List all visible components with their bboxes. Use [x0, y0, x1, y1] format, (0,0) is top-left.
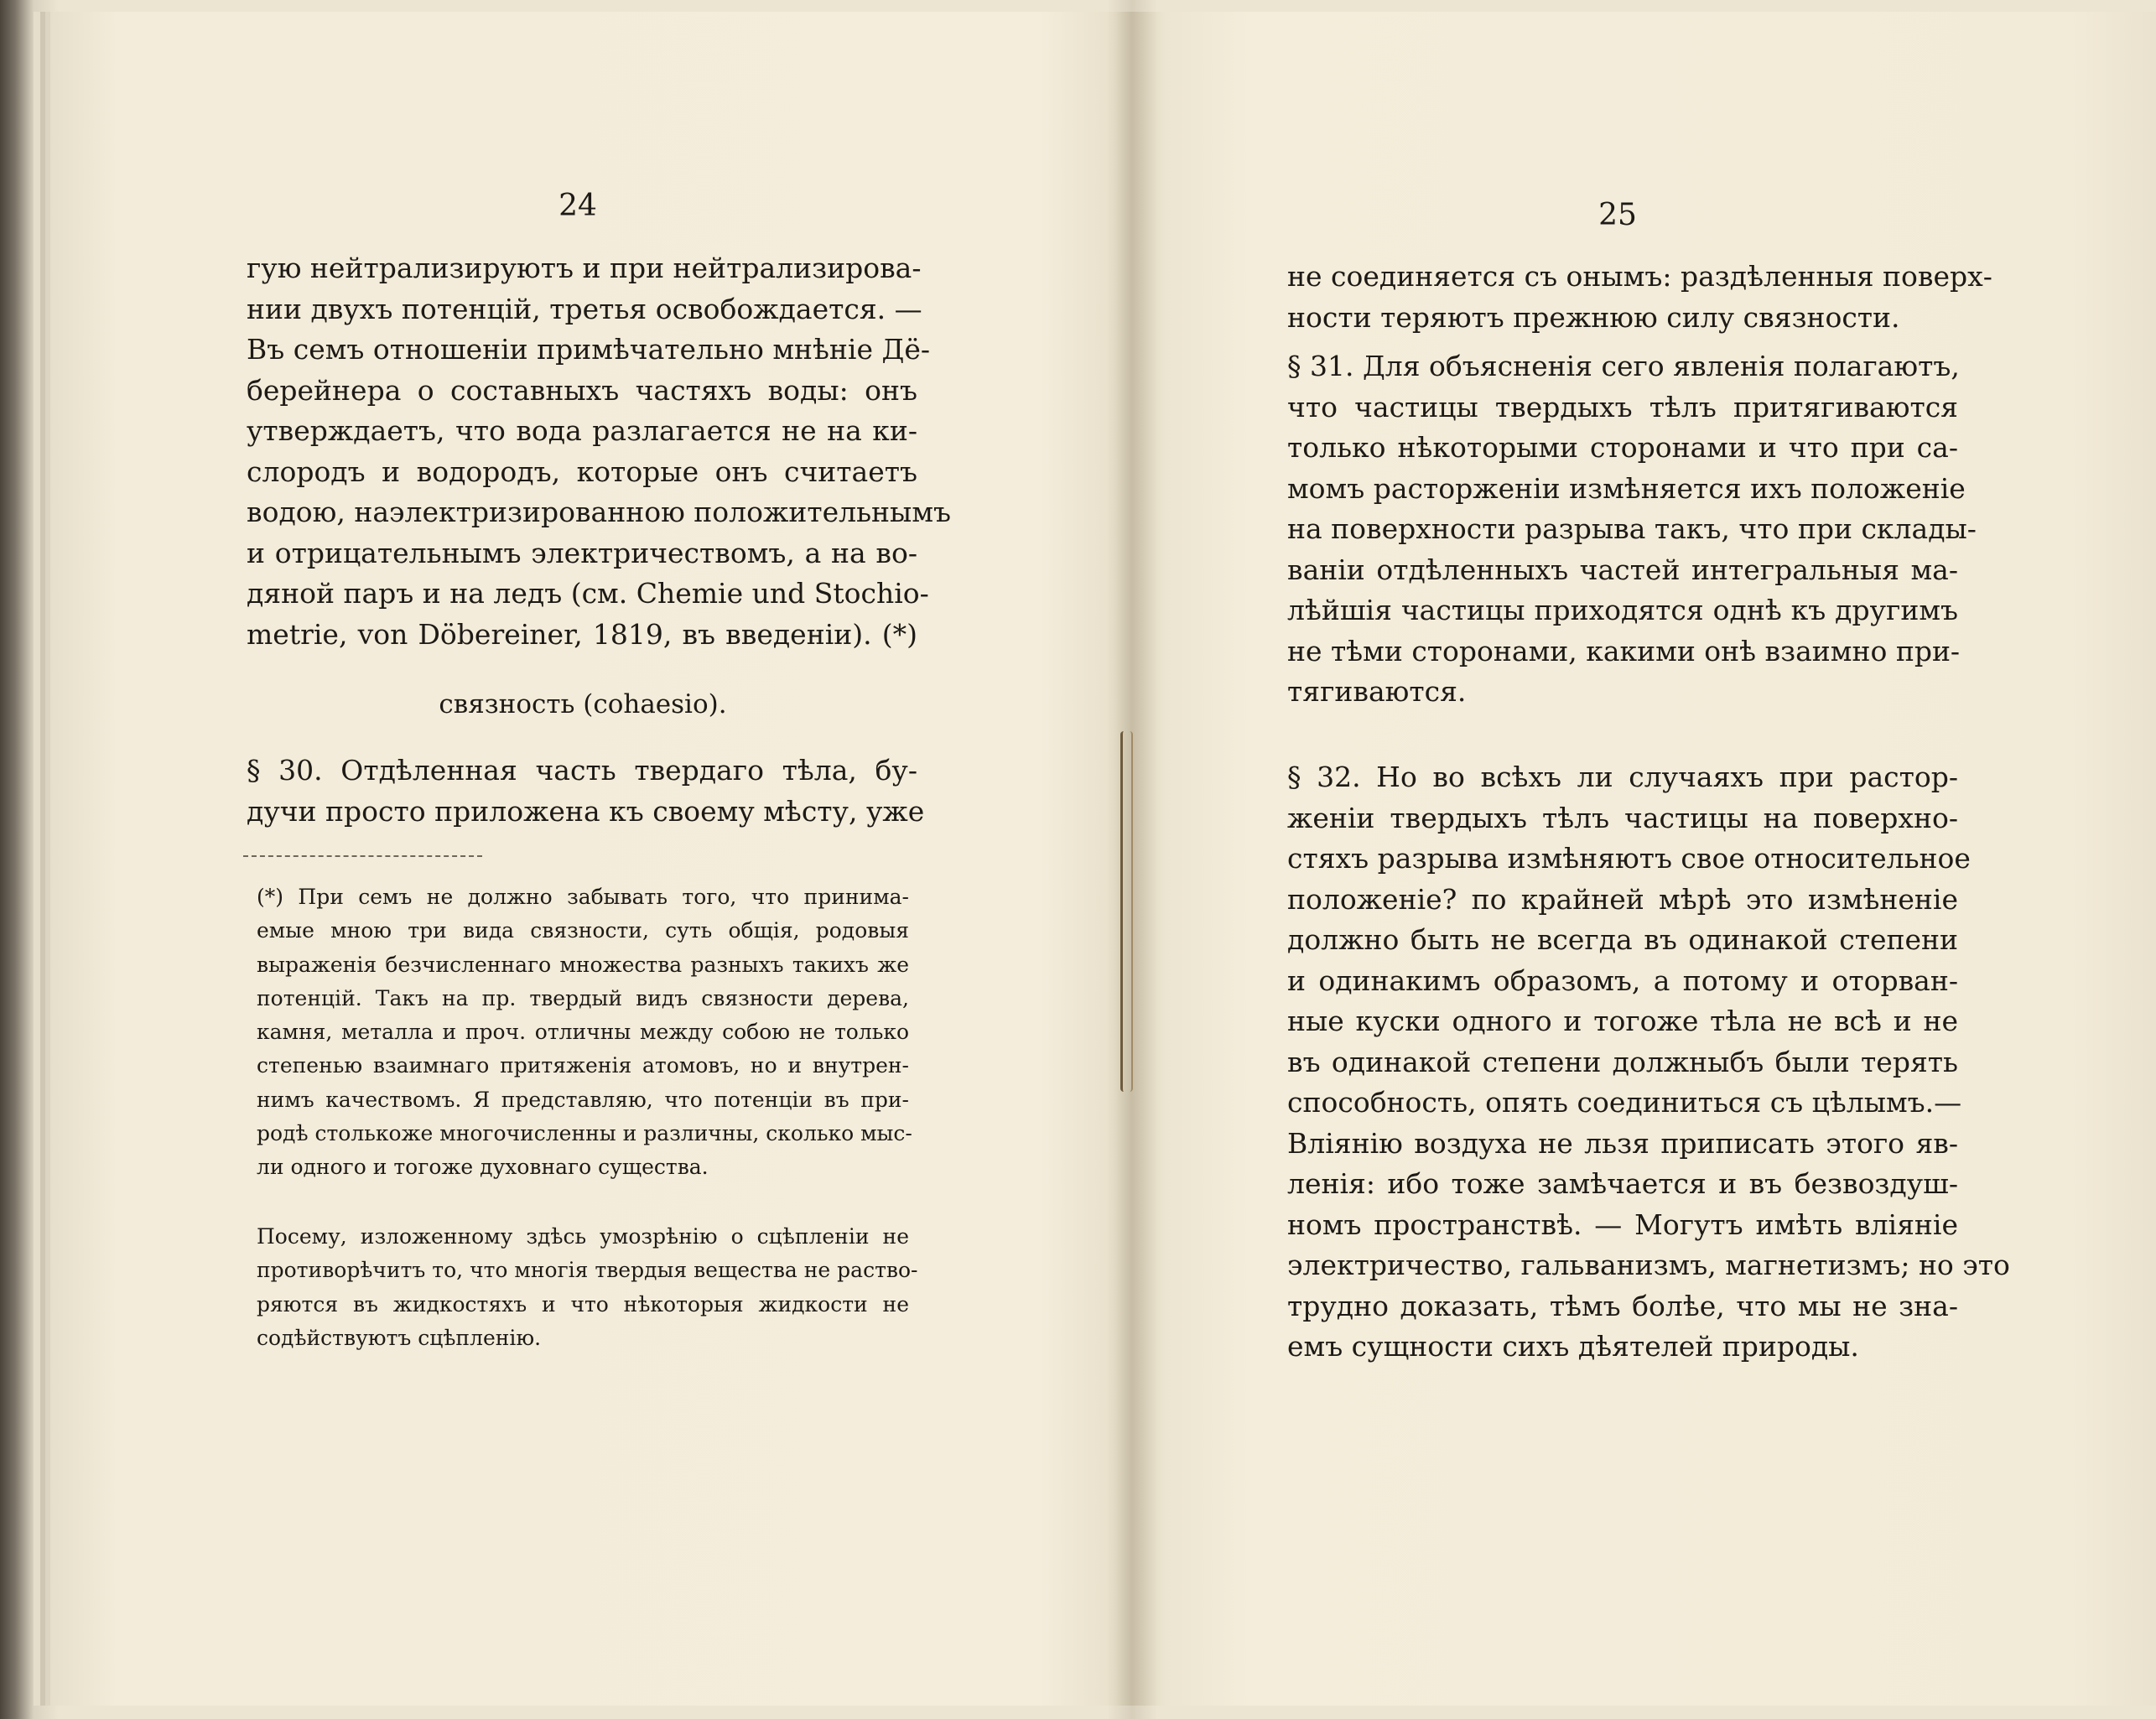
footnote-line: степенью взаимнаго притяженія атомовъ, но и внутрен- — [257, 1053, 909, 1078]
text-line: ваніи отдѣленныхъ частей интегральныя ма- — [1287, 553, 1958, 586]
text-line: Вліянію воздуха не льзя приписать этого яв- — [1287, 1126, 1958, 1160]
text-line: положеніе? по крайней мѣрѣ это измѣненіе — [1287, 882, 1958, 916]
footnote-line: потенцій. Такъ на пр. твердый видъ связности дерева, — [257, 985, 909, 1010]
text-line: способность, опять соединиться съ цѣлымъ.— — [1287, 1086, 1962, 1119]
right-body-section-31 — [1287, 346, 1977, 713]
text-line: момъ расторженіи измѣняется ихъ положеніе — [1287, 471, 1966, 505]
text-line: не соединяется съ онымъ: раздѣленныя поверх- — [1287, 260, 1992, 293]
footnote-line: нимъ качествомъ. Я представляю, что потенціи въ при- — [257, 1087, 909, 1112]
text-line: и отрицательнымъ электричествомъ, а на во- — [247, 536, 917, 569]
text-line: ные куски одного и тогоже тѣла не всѣ и не — [1287, 1005, 1958, 1037]
footnote-line: ли одного и тогоже духовнаго существа. — [257, 1155, 709, 1180]
text-line: только нѣкоторыми сторонами и что при са- — [1287, 431, 1958, 464]
text-line: слородъ и водородъ, которые онъ считаетъ — [247, 454, 917, 488]
text-line: должно быть не всегда въ одинакой степени — [1287, 923, 1958, 956]
right-body-section-32 — [1287, 757, 2010, 1368]
text-line: номъ пространствѣ. — Могутъ имѣть вліяніе — [1287, 1207, 1958, 1241]
right-body-top — [1287, 257, 1992, 338]
footnote-rule — [243, 855, 482, 857]
text-line: дяной паръ и на ледъ (см. Chemie und Stochio- — [247, 577, 929, 610]
text-line: тягиваются. — [1287, 675, 1467, 708]
footnote-line: (*) При семъ не должно забывать того, что принима- — [257, 885, 909, 909]
text-line: § 30. Отдѣленная часть твердаго тѣла, бу- — [247, 754, 917, 787]
text-line: женіи твердыхъ тѣлъ частицы на поверхно- — [1287, 801, 1958, 834]
text-line: лѣйшія частицы приходятся однѣ къ другимъ — [1287, 594, 1958, 626]
text-line: metrie, von Döbereiner, 1819, въ введеніи). (*) — [247, 617, 917, 651]
text-line: трудно доказать, тѣмъ болѣе, что мы не зна- — [1287, 1289, 1958, 1322]
text-line: берейнера о составныхъ частяхъ воды: онъ — [247, 373, 917, 407]
section-heading: связность (cohaesio). — [439, 689, 727, 719]
text-line: стяхъ разрыва измѣняютъ свое относительное — [1287, 842, 1971, 875]
text-line: и одинакимъ образомъ, а потому и оторван- — [1287, 963, 1958, 997]
text-line: утверждаетъ, что вода разлагается не на ки- — [247, 414, 917, 447]
footnote-line: емые мною три вида связности, суть общія, родовыя — [257, 918, 909, 943]
footnote-line: содѣйствуютъ сцѣпленію. — [257, 1325, 542, 1350]
text-line: гую нейтрализируютъ и при нейтрализирова- — [247, 252, 922, 284]
text-line: водою, наэлектризированною положительнымъ — [247, 496, 951, 528]
left-body-section-30 — [247, 750, 925, 832]
footnote-line: камня, металла и проч. отличны между собою не только — [257, 1020, 909, 1045]
text-line: ности теряютъ прежнюю силу связности. — [1287, 300, 1900, 334]
text-line: электричество, гальванизмъ, магнетизмъ; но это — [1287, 1249, 2010, 1281]
footnote-line: Посему, изложенному здѣсь умозрѣнію о сцѣпленіи не — [257, 1224, 909, 1249]
binding-thread — [1120, 731, 1133, 1092]
text-line: нии двухъ потенцій, третья освобождается. — — [247, 292, 922, 325]
footnote-line: выраженія безчисленнаго множества разныхъ такихъ же — [257, 952, 909, 977]
text-line: въ одинакой степени должныбъ были терять — [1287, 1045, 1958, 1078]
left-page-number: 24 — [558, 189, 597, 223]
text-line: дучи просто приложена къ своему мѣсту, уже — [247, 794, 925, 828]
footnote-2 — [257, 1220, 918, 1355]
footnote-line: родѣ столькоже многочисленны и различны, сколько мыс- — [257, 1121, 912, 1146]
text-line: что частицы твердыхъ тѣлъ притягиваются — [1287, 390, 1958, 423]
text-line: § 31. Для объясненія сего явленія полагаютъ, — [1287, 350, 1960, 382]
text-line: емъ сущности сихъ дѣятелей природы. — [1287, 1330, 1859, 1363]
text-line: Въ семъ отношеніи примѣчательно мнѣніе Дё- — [247, 333, 931, 366]
footnote-line: ряются въ жидкостяхъ и что нѣкоторыя жидкости не — [257, 1291, 909, 1317]
text-line: не тѣми сторонами, какими онѣ взаимно при- — [1287, 634, 1961, 667]
left-body-top — [247, 248, 951, 655]
text-line: ленія: ибо тоже замѣчается и въ безвоздуш- — [1287, 1167, 1958, 1200]
footnote-1 — [257, 880, 912, 1185]
text-line: на поверхности разрыва такъ, что при склады- — [1287, 512, 1977, 545]
footnote-line: противорѣчитъ то, что многія твердыя вещества не раство- — [257, 1258, 918, 1283]
text-line: § 32. Но во всѣхъ ли случаяхъ при растор- — [1287, 761, 1958, 793]
right-page-number: 25 — [1598, 198, 1637, 232]
